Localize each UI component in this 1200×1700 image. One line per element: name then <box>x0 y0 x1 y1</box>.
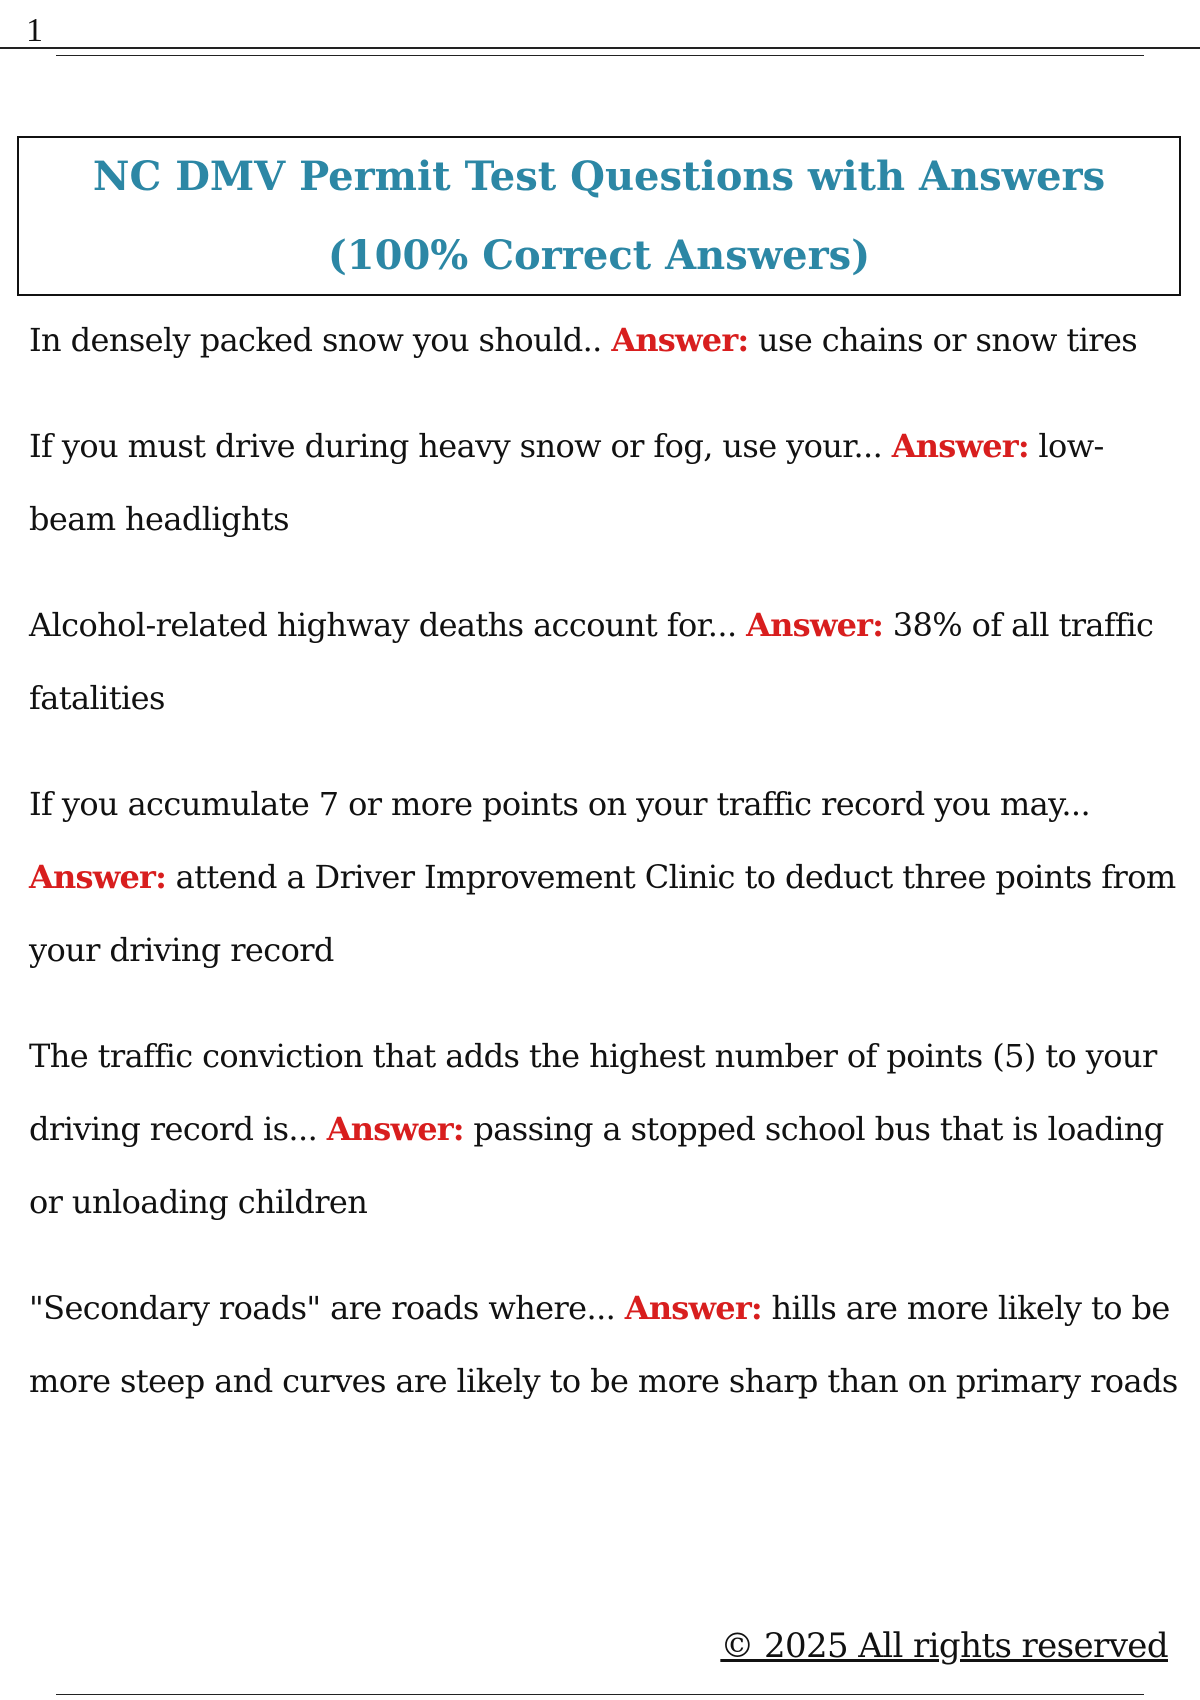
qa-item <box>29 410 1179 556</box>
question-text: Alcohol-related highway deaths account for... <box>29 606 737 644</box>
answer-text: low-beam headlights <box>29 427 1104 538</box>
header-divider-bottom <box>56 55 1144 56</box>
question-text: If you must drive during heavy snow or fog, use your... <box>29 427 883 465</box>
answer-label: Answer: <box>326 1110 464 1148</box>
header-divider-top <box>0 47 1200 49</box>
qa-item <box>29 1272 1179 1418</box>
answer-text: 38% of all traffic fatalities <box>29 606 1154 717</box>
page-number: 1 <box>26 12 43 49</box>
answer-text: use chains or snow tires <box>757 321 1138 359</box>
qa-item <box>29 589 1179 735</box>
question-text: If you accumulate 7 or more points on your traffic record you may... <box>29 785 1091 823</box>
qa-list <box>29 304 1179 1451</box>
answer-label: Answer: <box>611 321 749 359</box>
answer-label: Answer: <box>624 1289 762 1327</box>
document-title: NC DMV Permit Test Questions with Answers (100% Correct Answers) <box>92 153 1106 279</box>
answer-text: hills are more likely to be more steep and curves are likely to be more sharp than on primary roads <box>29 1289 1178 1400</box>
answer-text: passing a stopped school bus that is loading or unloading children <box>29 1110 1164 1221</box>
title-box <box>17 136 1181 296</box>
answer-label: Answer: <box>29 858 167 896</box>
question-text: In densely packed snow you should.. <box>29 321 602 359</box>
qa-item <box>29 1020 1179 1239</box>
qa-item <box>29 304 1179 377</box>
question-text: The traffic conviction that adds the highest number of points (5) to your driving record is... <box>29 1037 1157 1148</box>
answer-text: attend a Driver Improvement Clinic to deduct three points from your driving record <box>29 858 1176 969</box>
footer-divider <box>56 1694 1144 1695</box>
answer-label: Answer: <box>746 606 884 644</box>
answer-label: Answer: <box>891 427 1029 465</box>
question-text: "Secondary roads" are roads where... <box>29 1289 616 1327</box>
copyright-notice: © 2025 All rights reserved <box>720 1626 1168 1666</box>
qa-item <box>29 768 1179 987</box>
